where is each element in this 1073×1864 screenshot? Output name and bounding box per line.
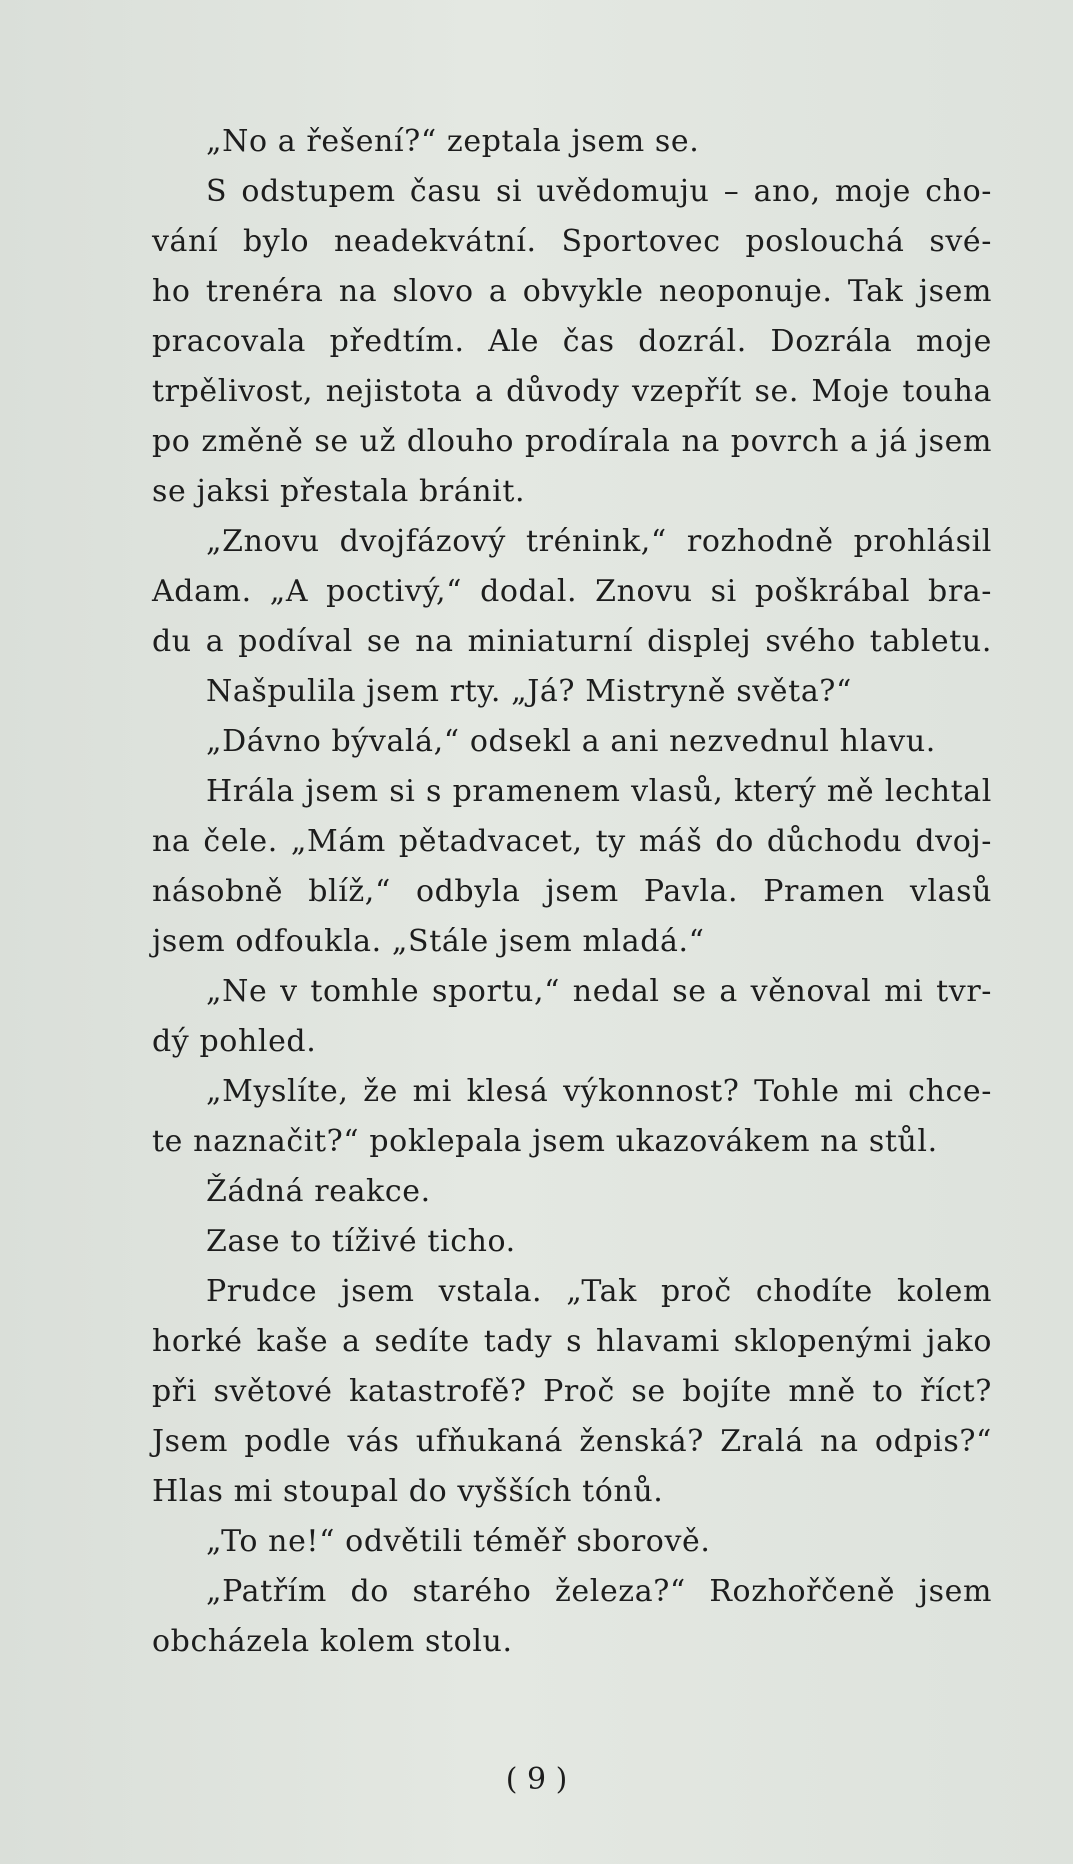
text-line: pracovala předtím. Ale čas dozrál. Dozrála moje [152,324,992,359]
text-line: Adam. „A poctivý,“ dodal. Znovu si poškrábal bra- [152,574,992,609]
text-line: ho trenéra na slovo a obvykle neoponuje. Tak jsem [152,274,992,309]
text-line: „Patřím do starého železa?“ Rozhořčeně jsem [206,1574,992,1609]
text-line: S odstupem času si uvědomuju – ano, moje cho- [206,174,992,209]
text-line: horké kaše a sedíte tady s hlavami sklopenými jako [152,1324,992,1359]
text-line: Jsem podle vás ufňukaná ženská? Zralá na odpis?“ [152,1424,992,1459]
text-line: „Ne v tomhle sportu,“ nedal se a věnoval mi tvr- [206,974,992,1009]
text-line: po změně se už dlouho prodírala na povrch a já jsem [152,424,992,459]
text-line: Hlas mi stoupal do vyšších tónů. [152,1474,664,1509]
text-line: Našpulila jsem rty. „Já? Mistryně světa?“ [206,674,852,709]
text-line: te naznačit?“ poklepala jsem ukazovákem na stůl. [152,1124,938,1159]
text-line: trpělivost, nejistota a důvody vzepřít se. Moje touha [152,374,992,409]
text-line: Prudce jsem vstala. „Tak proč chodíte kolem [206,1274,992,1309]
text-line: „Myslíte, že mi klesá výkonnost? Tohle mi chce- [206,1074,992,1109]
text-line: „To ne!“ odvětili téměř sborově. [206,1524,711,1559]
text-line: „Dávno bývalá,“ odsekl a ani nezvednul hlavu. [206,724,936,759]
text-line: du a podíval se na miniaturní displej svého tabletu. [152,624,992,659]
page-number: ( 9 ) [505,1762,568,1797]
text-line: při světové katastrofě? Proč se bojíte mně to říct? [152,1374,992,1409]
text-line: Hrála jsem si s pramenem vlasů, který mě lechtal [206,774,992,809]
text-line: „Znovu dvojfázový trénink,“ rozhodně prohlásil [206,524,992,559]
text-line: „No a řešení?“ zeptala jsem se. [206,124,700,159]
text-line: na čele. „Mám pětadvacet, ty máš do důchodu dvoj- [152,824,992,859]
text-line: jsem odfoukla. „Stále jsem mladá.“ [152,924,705,959]
text-line: násobně blíž,“ odbyla jsem Pavla. Pramen vlasů [152,874,992,909]
text-line: obcházela kolem stolu. [152,1624,513,1659]
text-line: Zase to tíživé ticho. [206,1224,516,1259]
text-line: dý pohled. [152,1024,317,1059]
text-line: vání bylo neadekvátní. Sportovec poslouchá své- [152,224,992,259]
text-line: se jaksi přestala bránit. [152,474,526,509]
text-line: Žádná reakce. [206,1174,431,1209]
